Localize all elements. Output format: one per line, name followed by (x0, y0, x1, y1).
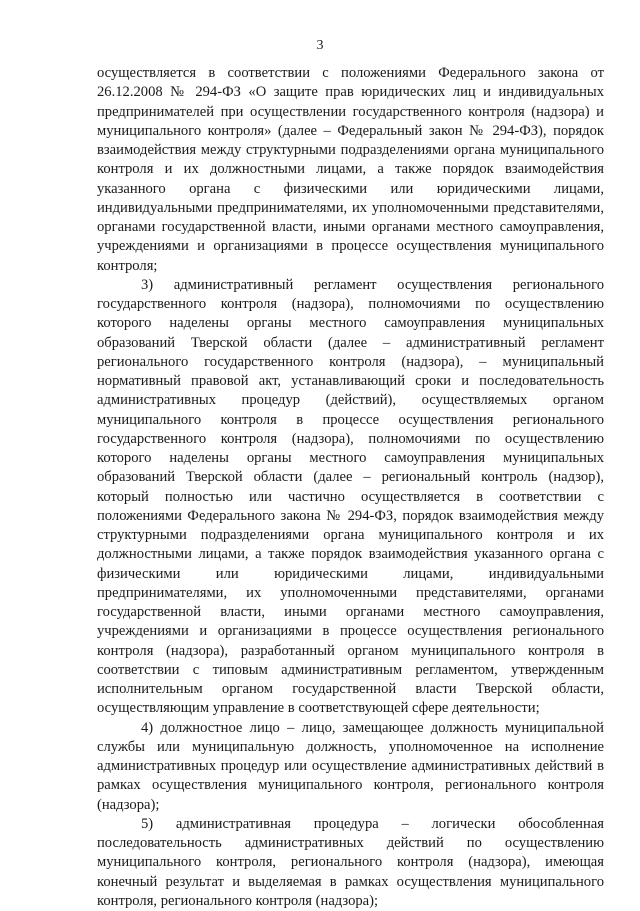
document-body (97, 64, 604, 911)
page-number: 3 (316, 38, 324, 53)
paragraph-item-3: 3) административный регламент осуществления регионального государственного контроля (надзора), полномочиями по осуществлению которого наделены органы местного самоуправления муниципальных образований Тверской области (далее – административный регламент регионального государственного контроля (надзора), – муниципальный нормативный правовой акт, устанавливающий сроки и последовательность административных процедур (действий), осуществляемых органом муниципального контроля в процессе осуществления регионального государственного контроля (надзора), полномочиями по осуществлению которого наделены органы местного самоуправления муниципальных образований Тверской области (далее – региональный контроль (надзор), который полностью или частично осуществляется в соответствии с положениями Федерального закона № 294-ФЗ, порядок взаимодействия между структурными подразделениями органа муниципального контроля и их должностными лицами, а также порядок взаимодействия указанного органа с физическими или юридическими лицами, индивидуальными предпринимателями, их уполномоченными представителями, органами государственной власти, иными органами местного самоуправления, учреждениями и организациями в процессе осуществления регионального контроля (надзора), разработанный органом муниципального контроля в соответствии с типовым административным регламентом, утвержденным исполнительным органом государственной власти Тверской области, осуществляющим управление в соответствующей сфере деятельности; (97, 276, 604, 717)
paragraph-item-5: 5) административная процедура – логически обособленная последовательность административных действий по осуществлению муниципального контроля, регионального контроля (надзора), имеющая конечный результат и выделяемая в рамках осуществления муниципального контроля, регионального контроля (надзора); (97, 815, 604, 909)
paragraph-continuation: осуществляется в соответствии с положениями Федерального закона от 26.12.2008 № 294-ФЗ «О защите прав юридических лиц и индивидуальных предпринимателей при осуществлении государственного контроля (надзора) и муниципального контроля» (далее – Федеральный закон № 294-ФЗ), порядок взаимодействия между структурными подразделениями органа муниципального контроля и их должностными лицами, а также порядок взаимодействия указанного органа с физическими или юридическими лицами, индивидуальными предпринимателями, их уполномоченными представителями, органами государственной власти, иными органами местного самоуправления, учреждениями и организациями в процессе осуществления муниципального контроля; (97, 65, 604, 274)
paragraph-item-4: 4) должностное лицо – лицо, замещающее должность муниципальной службы или муниципальную должность, уполномоченное на исполнение административных процедур или осуществление административных действий в рамках осуществления муниципального контроля, регионального контроля (надзора); (97, 719, 604, 813)
